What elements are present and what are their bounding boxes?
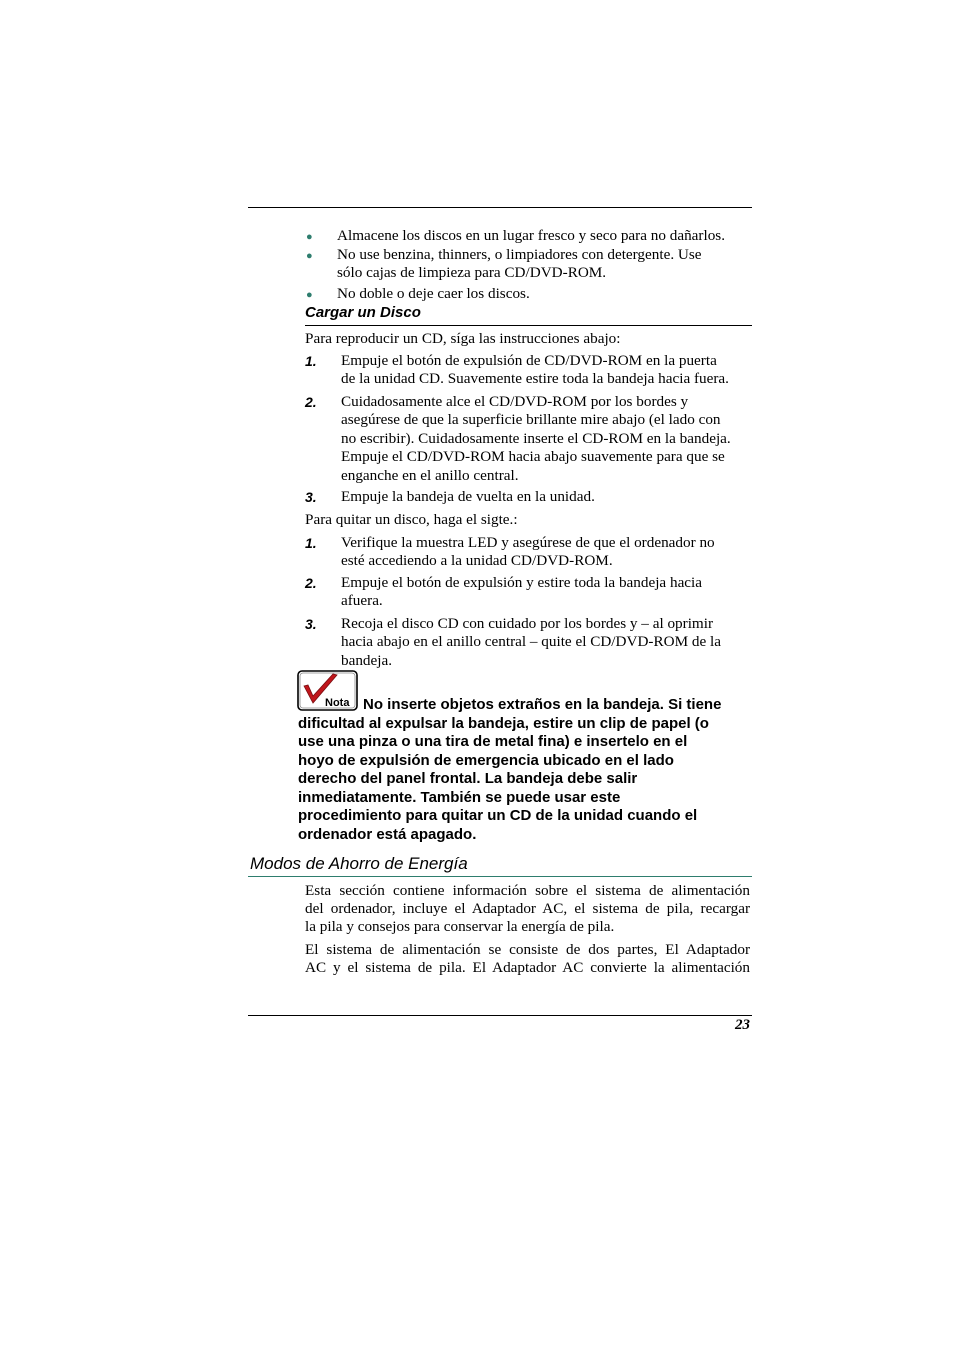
step-line: hacia abajo en el anillo central – quite el CD/DVD-ROM de la bbox=[341, 633, 721, 651]
step-line: Cuidadosamente alce el CD/DVD-ROM por los bordes y bbox=[341, 393, 689, 410]
note-line: hoyo de expulsión de emergencia ubicado en el lado bbox=[298, 752, 674, 769]
step-line: bandeja. bbox=[341, 651, 393, 669]
paragraph-line: del ordenador, incluye el Adaptador AC, el sistema de pila, recargar bbox=[305, 900, 750, 918]
subsection-rule bbox=[305, 325, 752, 326]
footer-rule bbox=[248, 1015, 752, 1016]
list-item: Almacene los discos en un lugar fresco y seco para no dañarlos. bbox=[337, 227, 725, 244]
note-line: derecho del panel frontal. La bandeja debe salir bbox=[298, 770, 638, 787]
step-line: Empuje el botón de expulsión y estire toda la bandeja hacia bbox=[341, 574, 703, 591]
step-line: de la unidad CD. Suavemente estire toda la bandeja hacia fuera. bbox=[341, 370, 729, 388]
paragraph-line: El sistema de alimentación se consiste de dos partes, El Adaptador bbox=[305, 941, 750, 958]
paragraph bbox=[305, 882, 750, 937]
subsection-title: Cargar un Disco bbox=[305, 304, 421, 321]
step-line: Verifique la muestra LED y asegúrese de que el ordenador no bbox=[341, 534, 715, 551]
remove-intro-text: Para quitar un disco, haga el sigte.: bbox=[305, 511, 518, 528]
step-line: asegúrese de que la superficie brillante mire abajo (el lado con bbox=[341, 411, 721, 429]
step-text bbox=[341, 352, 729, 389]
paragraph-line: Esta sección contiene información sobre el sistema de alimentación bbox=[305, 882, 750, 899]
step-line: no escribir). Cuidadosamente inserte el CD-ROM en la bandeja. bbox=[341, 429, 731, 447]
checkmark-note-icon bbox=[297, 670, 358, 711]
step-text bbox=[341, 574, 702, 611]
page-number: 23 bbox=[735, 1017, 750, 1033]
intro-text: Para reproducir un CD, síga las instrucciones abajo: bbox=[305, 330, 621, 347]
note-line: No inserte objetos extraños en la bandeja. Si tiene bbox=[363, 696, 722, 713]
step-number: 2. bbox=[305, 394, 317, 410]
step-number: 3. bbox=[305, 489, 317, 505]
step-text bbox=[341, 615, 721, 670]
step-line: Recoja el disco CD con cuidado por los bordes y – al oprimir bbox=[341, 615, 714, 632]
header-rule bbox=[248, 207, 752, 208]
note-line: use una pinza o una tira de metal fina) e insertelo en el bbox=[298, 733, 688, 750]
step-line: Empuje el CD/DVD-ROM hacia abajo suavemente para que se bbox=[341, 448, 725, 466]
list-item-continuation: sólo cajas de limpieza para CD/DVD-ROM. bbox=[337, 264, 607, 281]
step-text bbox=[341, 393, 731, 485]
note-line: ordenador está apagado. bbox=[298, 826, 477, 843]
paragraph bbox=[305, 941, 750, 977]
bullet-dot-icon: ● bbox=[306, 231, 313, 243]
paragraph-line: AC y el sistema de pila. El Adaptador AC convierte la alimentación bbox=[305, 959, 750, 977]
step-number: 1. bbox=[305, 535, 317, 551]
note-line: dificultad al expulsar la bandeja, estire un clip de papel (o bbox=[298, 715, 709, 732]
section-title: Modos de Ahorro de Energía bbox=[250, 854, 468, 873]
step-line: afuera. bbox=[341, 592, 383, 610]
step-text bbox=[341, 488, 595, 506]
list-item: No use benzina, thinners, o limpiadores con detergente. Use bbox=[337, 246, 702, 263]
step-line: Empuje el botón de expulsión de CD/DVD-ROM en la puerta bbox=[341, 352, 717, 369]
paragraph-line: la pila y consejos para conservar la energía de pila. bbox=[305, 918, 615, 936]
bullet-dot-icon: ● bbox=[306, 289, 313, 301]
step-text bbox=[341, 534, 715, 571]
step-line: enganche en el anillo central. bbox=[341, 466, 519, 484]
section-rule bbox=[248, 876, 752, 877]
step-line: esté accediendo a la unidad CD/DVD-ROM. bbox=[341, 552, 613, 570]
step-number: 2. bbox=[305, 575, 317, 591]
step-line: Empuje la bandeja de vuelta en la unidad. bbox=[341, 488, 595, 505]
note-line: procedimiento para quitar un CD de la unidad cuando el bbox=[298, 807, 698, 824]
bullet-dot-icon: ● bbox=[306, 250, 313, 262]
step-number: 1. bbox=[305, 353, 317, 369]
note-line: inmediatamente. También se puede usar este bbox=[298, 789, 621, 806]
note-icon-label: Nota bbox=[325, 697, 350, 709]
list-item: No doble o deje caer los discos. bbox=[337, 285, 530, 302]
step-number: 3. bbox=[305, 616, 317, 632]
